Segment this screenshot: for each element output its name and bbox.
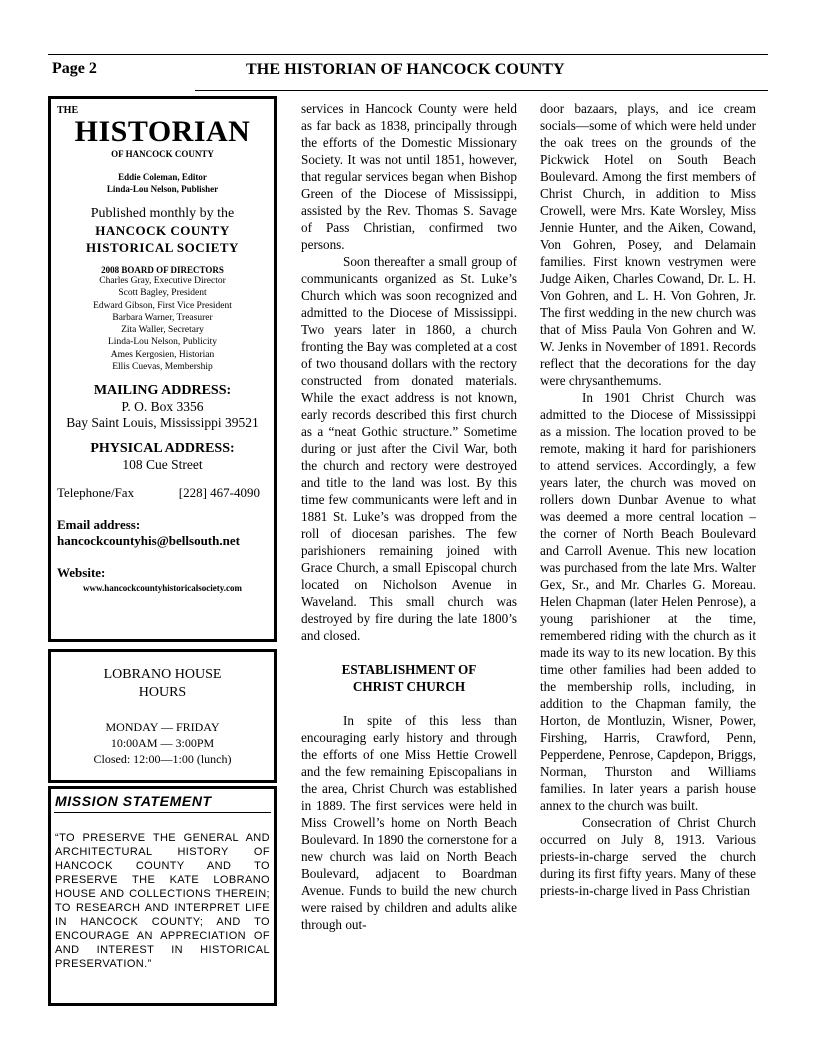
physical-heading: PHYSICAL ADDRESS: xyxy=(90,441,235,457)
published-by: Published monthly by the xyxy=(90,206,235,221)
masthead-the: THE xyxy=(57,105,79,116)
board-member: Ames Kergosien, Historian xyxy=(110,349,215,360)
editor-line: Eddie Coleman, Editor xyxy=(118,172,207,182)
telephone-value: [228] 467-4090 xyxy=(178,485,260,501)
header-rule-top xyxy=(48,54,768,55)
telephone-label: Telephone/Fax xyxy=(57,485,135,501)
physical-line1: 108 Cue Street xyxy=(122,457,203,473)
society-name-line2: HISTORICAL SOCIETY xyxy=(86,240,239,255)
hours-closed: Closed: 12:00—1:00 (lunch) xyxy=(93,752,232,766)
article-paragraph: services in Hancock County were held as far back as 1838, principally through the efforts of the Domestic Missionary Society. It was not until 1851, however, that regular services began when Bishop Green of the Diocese of Mississippi, assisted by the Rev. Thomas S. Savage of Pass Christian, confirmed two persons. xyxy=(301,101,517,252)
article-paragraph: Consecration of Christ Church occurred on July 8, 1913. Various priests-in-charge served the church during its first fifty years. Many of these priests-in-charge lived in Pass Christian xyxy=(540,815,756,898)
society-name-line1: HANCOCK COUNTY xyxy=(95,223,230,238)
mission-heading: MISSION STATEMENT xyxy=(55,793,212,809)
mission-text: “TO PRESERVE THE GENERAL AND ARCHITECTURAL HISTORY OF HANCOCK COUNTY AND TO PRESERVE THE KATE LOBRANO HOUSE AND COLLECTIONS THEREIN; TO RESEARCH AND INTERPRET LIFE IN HANCOCK COUNTY; AND TO ENCOURAGE AN APPRECIATION OF AND INTEREST IN HISTORICAL PRESERVATION.” xyxy=(55,832,270,970)
board-member: Barbara Warner, Treasurer xyxy=(112,312,213,323)
board-list xyxy=(55,275,270,373)
masthead-box xyxy=(48,96,277,642)
hours-heading-line1: LOBRANO HOUSE xyxy=(103,667,222,682)
mailing-line1: P. O. Box 3356 xyxy=(121,399,204,415)
hours-days: MONDAY — FRIDAY xyxy=(105,720,220,734)
board-member: Ellis Cuevas, Membership xyxy=(112,362,213,373)
masthead-title: HISTORIAN xyxy=(74,115,251,148)
article-paragraph: In 1901 Christ Church was admitted to the Diocese of Mississippi as a mission. The location proved to be remote, making it hard for parishioners to attend services. Accordingly, a few years later, the church was moved on rollers down Dunbar Avenue to what was deemed a more central location – the corner of North Beach Boulevard and Carroll Avenue. This new location was purchased from the late Mrs. Walter Gex, Sr., and Mr. Charles G. Moreau. Helen Chapman (later Helen Penrose), a young parishioner at the time, remembered riding with the church as it made its way to its new location. By this time other families had been added to the membership rolls, including, in addition to the Chapman family, the Horton, de Montluzin, Wisner, Power, Firshing, Harris, Crawford, Penn, Pepperdene, Penrose, Capdepon, Briggs, Norman, Thurston and Williams families. In later years a parish house annex to the church was built. xyxy=(540,390,756,813)
page-number: Page 2 xyxy=(52,60,97,77)
masthead-subtitle: OF HANCOCK COUNTY xyxy=(111,149,214,159)
website-heading: Website: xyxy=(57,565,106,581)
email-heading: Email address: xyxy=(57,517,141,533)
section-heading xyxy=(301,661,517,695)
article-paragraph: door bazaars, plays, and ice cream socials—some of which were held under the oak trees on the grounds of the Pickwick Hotel on South Beach Boulevard. Among the first members of Christ Church, in addition to Miss Crowell, were Mrs. Kate Worsley, Miss Jennie Hunter, and the Aiken, Cowand, Von Gohren, Posey, and Delamain families. First known vestrymen were Judge Aiken, Charles Cowand, Dr. L. H. Von Gohren, and L. H. Von Gohren, Jr. The first wedding in the new church was that of Miss Paula Von Gohren and W. W. Jenks in November of 1891. Records reflect that the decorations for the day were chrysanthemums. xyxy=(540,101,756,388)
board-member: Scott Bagley, President xyxy=(118,288,207,299)
email-address[interactable]: hancockcountyhis@bellsouth.net xyxy=(57,533,240,549)
hours-heading-line2: HOURS xyxy=(138,685,187,700)
mission-divider xyxy=(54,812,271,813)
masthead-staff xyxy=(55,171,270,195)
header-rule-under xyxy=(195,90,768,91)
board-member: Charles Gray, Executive Director xyxy=(99,276,226,286)
board-heading: 2008 BOARD OF DIRECTORS xyxy=(101,265,224,275)
mailing-line2: Bay Saint Louis, Mississippi 39521 xyxy=(66,415,259,431)
board-member: Linda-Lou Nelson, Publicity xyxy=(108,337,217,348)
article-column-1 xyxy=(301,100,517,933)
section-heading-line2: CHRIST CHURCH xyxy=(352,679,466,694)
website-link[interactable]: www.hancockcountyhistoricalsociety.com xyxy=(83,583,242,594)
hours-times: 10:00AM — 3:00PM xyxy=(110,736,215,750)
board-member: Zita Waller, Secretary xyxy=(121,325,204,336)
article-paragraph: Soon thereafter a small group of communicants organized as St. Luke’s Church which was soon recognized and admitted to the Diocese of Mississippi. Two years later in 1860, a church fronting the Bay was completed at a cost of two thousand dollars with the rectory constructed from donated materials. While the exact address is not known, early records described this first church as a “neat Gothic structure.” Sometime during or just after the Civil War, both the church and rectory were destroyed and title to the land was lost. By this time few communicants were left and in 1881 St. Luke’s was dropped from the roll of diocesan parishes. The few parishioners remaining joined with Grace Church, a small Episcopal church located on Nicholson Avenue in Waveland. This small church was destroyed by fire during the late 1800’s and closed. xyxy=(301,254,517,643)
publisher-line: Linda-Lou Nelson, Publisher xyxy=(106,184,219,194)
article-column-2 xyxy=(540,100,756,899)
article-paragraph: In spite of this less than encouraging early history and through the efforts of one Miss Hettie Crowell and the few remaining Episcopalians in the area, Christ Church was established in 1889. The first services were held in Miss Crowell’s home on North Beach Boulevard. In 1890 the cornerstone for a new church was laid on North Beach Boulevard, adjacent to Boardman Avenue. Funds to build the new church were raised by children and adults alike through out- xyxy=(301,713,517,932)
mission-box xyxy=(48,786,277,1006)
board-member: Edward Gibson, First Vice President xyxy=(93,300,232,311)
section-heading-line1: ESTABLISHMENT OF xyxy=(341,662,477,677)
telephone-row xyxy=(55,485,270,501)
hours-box xyxy=(48,649,277,783)
running-title: THE HISTORIAN OF HANCOCK COUNTY xyxy=(246,61,565,78)
mailing-heading: MAILING ADDRESS: xyxy=(93,383,232,399)
